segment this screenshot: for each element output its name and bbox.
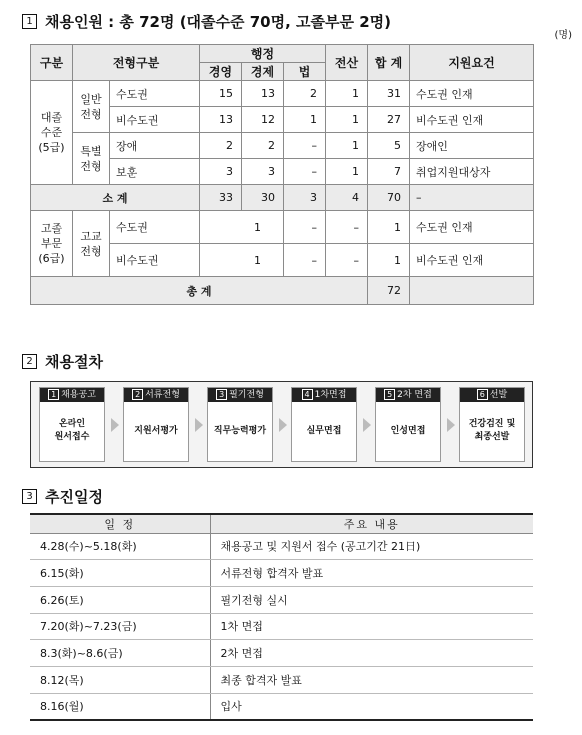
step-number: 3 — [216, 389, 227, 400]
cell-value: – — [326, 244, 368, 277]
header-total: 합 계 — [368, 45, 410, 81]
step-header-label: 2차 면접 — [397, 390, 432, 400]
schedule-content: 1차 면접 — [210, 613, 533, 640]
header-date: 일 정 — [30, 514, 210, 533]
schedule-date: 6.26(토) — [30, 586, 210, 613]
schedule-date: 8.16(월) — [30, 693, 210, 720]
group-highschool: 고졸 부문 (6급) — [31, 211, 73, 277]
table-row — [30, 586, 533, 613]
step-header-label: 서류전형 — [145, 390, 180, 400]
schedule-content: 입사 — [210, 693, 533, 720]
header-category: 구분 — [31, 45, 73, 81]
cell-total: 72 — [368, 277, 410, 305]
step-number: 5 — [384, 389, 395, 400]
step-body: 직무능력평가 — [213, 425, 267, 436]
header-requirement: 지원요건 — [410, 45, 534, 81]
cell-value: 4 — [326, 185, 368, 211]
arrow-right-icon — [195, 418, 203, 432]
header-admin: 행정 — [200, 45, 326, 63]
procedure-step — [375, 387, 441, 462]
step-number: 4 — [302, 389, 313, 400]
cell-value: 1 — [326, 159, 368, 185]
cell-total: 5 — [368, 133, 410, 159]
cell-requirement: 수도권 인재 — [410, 81, 534, 107]
cell-value: – — [284, 159, 326, 185]
cell-requirement: 비수도권 인재 — [410, 107, 534, 133]
table-row — [30, 640, 533, 667]
schedule-date: 8.3(화)~8.6(금) — [30, 640, 210, 667]
group-general: 일반 전형 — [73, 81, 110, 133]
sub-type: 비수도권 — [110, 244, 200, 277]
table-row — [30, 560, 533, 587]
cell-value: 13 — [200, 107, 242, 133]
schedule-content: 2차 면접 — [210, 640, 533, 667]
grand-total-label: 총 계 — [31, 277, 368, 305]
schedule-content: 서류전형 합격자 발표 — [210, 560, 533, 587]
header-content: 주요 내용 — [210, 514, 533, 533]
schedule-content: 최종 합격자 발표 — [210, 666, 533, 693]
cell-value: – — [284, 244, 326, 277]
sub-type: 장애 — [110, 133, 200, 159]
schedule-date: 7.20(화)~7.23(금) — [30, 613, 210, 640]
procedure-step — [207, 387, 273, 462]
section-number: 1 — [22, 14, 37, 29]
section-number: 3 — [22, 489, 37, 504]
group-college: 대졸 수준 (5급) — [31, 81, 73, 185]
cell-value: 2 — [200, 133, 242, 159]
table-row — [30, 533, 533, 560]
group-special: 특별 전형 — [73, 133, 110, 185]
step-number: 2 — [132, 389, 143, 400]
step-header — [376, 388, 440, 402]
step-number: 1 — [48, 389, 59, 400]
procedure-step — [123, 387, 189, 462]
cell-requirement: 장애인 — [410, 133, 534, 159]
arrow-right-icon — [111, 418, 119, 432]
cell-value: 1 — [200, 211, 284, 244]
sub-type: 수도권 — [110, 81, 200, 107]
cell-total: 31 — [368, 81, 410, 107]
step-header-label: 1차면접 — [314, 390, 347, 400]
table-row — [31, 211, 534, 244]
table-row — [30, 693, 533, 720]
cell-value: – — [284, 211, 326, 244]
step-body: 온라인 원서접수 — [54, 419, 90, 442]
header-admin-sub: 법 — [284, 63, 326, 81]
cell-value: 1 — [326, 133, 368, 159]
cell-value: – — [326, 211, 368, 244]
sub-type: 비수도권 — [110, 107, 200, 133]
arrow-right-icon — [447, 418, 455, 432]
unit-label: (명) — [554, 30, 572, 41]
sub-type: 보훈 — [110, 159, 200, 185]
step-header — [460, 388, 524, 402]
procedure-step — [39, 387, 105, 462]
step-header — [40, 388, 104, 402]
header-type: 전형구분 — [73, 45, 200, 81]
table-row — [31, 81, 534, 107]
cell-value: 33 — [200, 185, 242, 211]
cell-value: 1 — [326, 81, 368, 107]
section-title-text: 채용인원 : 총 72명 (대졸수준 70명, 고졸부문 2명) — [45, 13, 391, 31]
cell-value: 13 — [242, 81, 284, 107]
schedule-content: 필기전형 실시 — [210, 586, 533, 613]
recruit-table — [30, 44, 534, 305]
cell-value: 2 — [284, 81, 326, 107]
cell-value: 1 — [326, 107, 368, 133]
section-title-text: 추진일정 — [45, 488, 103, 506]
cell-requirement: 취업지원대상자 — [410, 159, 534, 185]
cell-requirement: 수도권 인재 — [410, 211, 534, 244]
schedule-date: 6.15(화) — [30, 560, 210, 587]
subtotal-row — [31, 185, 534, 211]
arrow-right-icon — [279, 418, 287, 432]
section-title-recruit — [22, 11, 391, 32]
cell-value: 1 — [284, 107, 326, 133]
schedule-table — [30, 513, 533, 721]
cell-total: 27 — [368, 107, 410, 133]
cell-value: – — [284, 133, 326, 159]
table-row — [30, 613, 533, 640]
cell-total: 7 — [368, 159, 410, 185]
header-it: 전산 — [326, 45, 368, 81]
table-row — [31, 133, 534, 159]
cell-value: 3 — [284, 185, 326, 211]
cell-total: 70 — [368, 185, 410, 211]
cell-value: 15 — [200, 81, 242, 107]
step-body: 지원서평가 — [134, 425, 178, 436]
grand-total-row — [31, 277, 534, 305]
section-title-text: 채용절차 — [45, 353, 103, 371]
section-number: 2 — [22, 354, 37, 369]
step-header — [208, 388, 272, 402]
cell-value: 1 — [200, 244, 284, 277]
schedule-content: 채용공고 및 지원서 접수 (공고기간 21日) — [210, 533, 533, 560]
procedure-flow — [30, 381, 533, 468]
step-number: 6 — [477, 389, 488, 400]
cell-requirement: – — [410, 185, 534, 211]
header-admin-sub: 경제 — [242, 63, 284, 81]
step-body: 실무면접 — [306, 425, 342, 436]
cell-empty — [410, 277, 534, 305]
cell-total: 1 — [368, 211, 410, 244]
step-header — [292, 388, 356, 402]
procedure-step — [459, 387, 525, 462]
cell-value: 12 — [242, 107, 284, 133]
header-admin-sub: 경영 — [200, 63, 242, 81]
step-header-label: 필기전형 — [229, 390, 264, 400]
cell-total: 1 — [368, 244, 410, 277]
schedule-date: 4.28(수)~5.18(화) — [30, 533, 210, 560]
step-header-label: 선발 — [489, 390, 508, 400]
sub-type: 수도권 — [110, 211, 200, 244]
group-hs-type: 고교 전형 — [73, 211, 110, 277]
cell-value: 3 — [242, 159, 284, 185]
cell-value: 30 — [242, 185, 284, 211]
table-row — [30, 666, 533, 693]
step-header — [124, 388, 188, 402]
cell-value: 3 — [200, 159, 242, 185]
step-body: 건강검진 및 최종선발 — [468, 419, 516, 442]
cell-requirement: 비수도권 인재 — [410, 244, 534, 277]
step-header-label: 채용공고 — [61, 390, 96, 400]
cell-value: 2 — [242, 133, 284, 159]
section-title-schedule — [22, 486, 103, 507]
schedule-date: 8.12(목) — [30, 666, 210, 693]
step-body: 인성면접 — [390, 425, 426, 436]
procedure-step — [291, 387, 357, 462]
section-title-procedure — [22, 351, 103, 372]
subtotal-label: 소 계 — [31, 185, 200, 211]
arrow-right-icon — [363, 418, 371, 432]
